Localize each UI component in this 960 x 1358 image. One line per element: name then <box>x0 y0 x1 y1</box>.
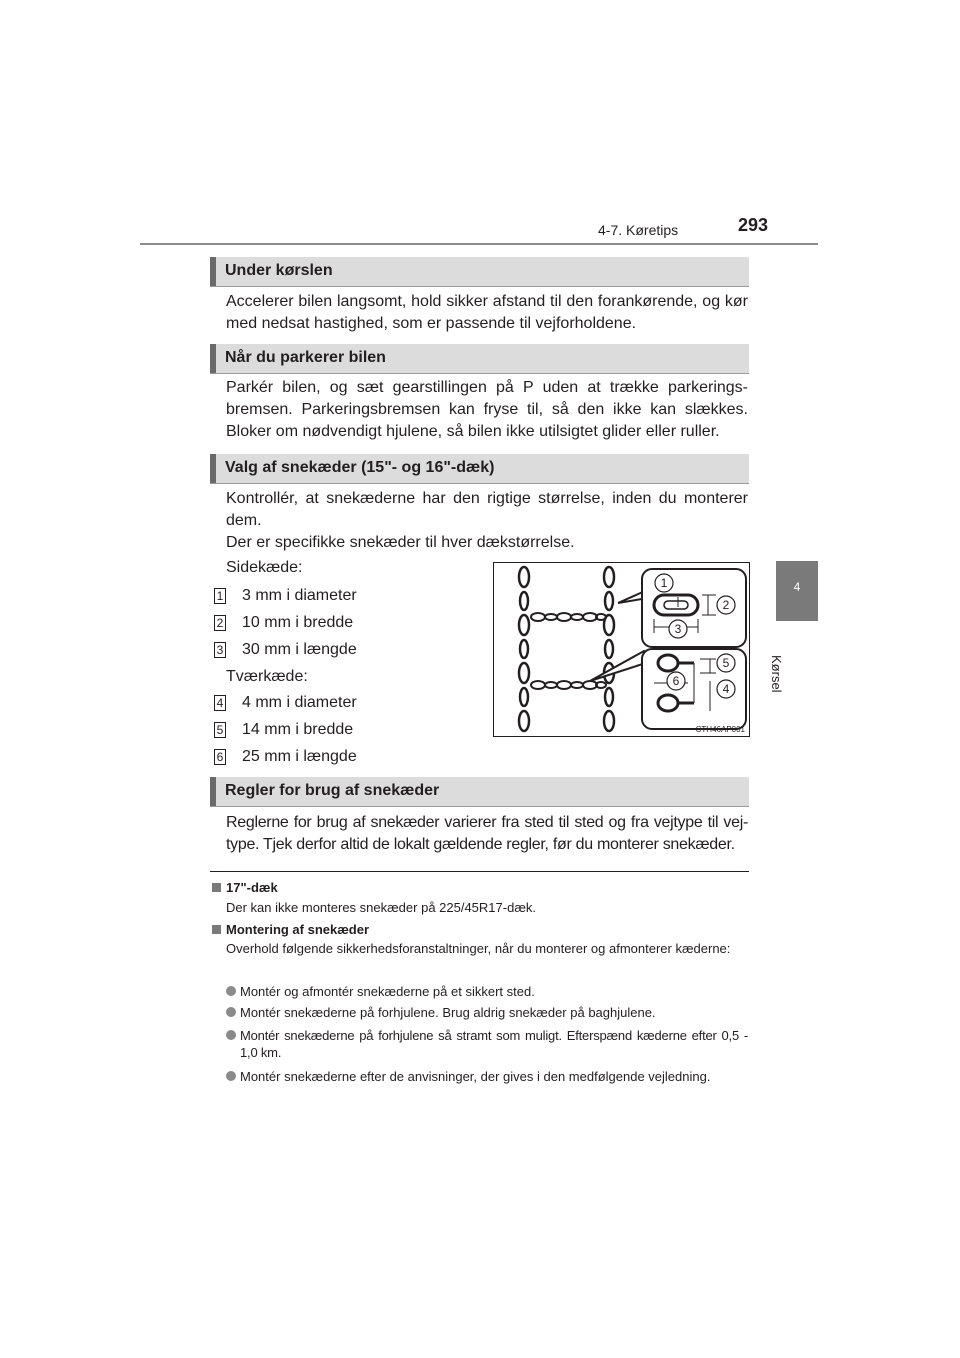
figure-code: CTH46AP001 <box>695 725 745 734</box>
driving-text: Accelerer bilen langsomt, hold sikker afstand til den forankørende, og kør med nedsat hastighed, som er passende til vejforholdene. <box>226 293 748 332</box>
callout-number-4: 4 <box>214 695 226 711</box>
side-chain-right <box>604 567 614 731</box>
callout-number-2: 2 <box>214 615 226 631</box>
chapter-number: 4 <box>793 580 801 594</box>
square-bullet-icon <box>212 925 221 934</box>
cross-chain-label: Tværkæde: <box>226 668 308 685</box>
section-heading-parking: Når du parkerer bilen <box>210 344 749 374</box>
note-heading-17-tire: 17"-dæk <box>212 880 278 895</box>
note-mounting-text: Overhold følgende sikkerhedsforanstaltninger, når du monterer og afmonterer kæderne: <box>226 941 731 956</box>
header-rule <box>140 243 818 245</box>
circle-bullet-icon <box>226 1007 236 1017</box>
circle-bullet-icon <box>226 1071 236 1081</box>
side-chain-left <box>519 567 529 731</box>
item-2-text: 10 mm i bredde <box>242 614 354 631</box>
section-heading-rules: Regler for brug af snekæder <box>210 777 749 807</box>
note-heading-mounting: Montering af snekæder <box>212 922 369 937</box>
snow-chain-illustration <box>494 563 749 736</box>
list-item: Montér snekæderne på forhjulene. Brug aldrig snekæder på baghjulene. <box>226 1004 748 1021</box>
item-3-text: 30 mm i længde <box>242 641 357 658</box>
section-heading-driving: Under kørslen <box>210 257 749 287</box>
item-1-text: 3 mm i diameter <box>242 587 357 604</box>
choice-text: Kontrollér, at snekæderne har den rigtige størrelse, inden du monterer dem. Der er specifikke snekæder til hver dækstørrelse. <box>226 490 748 551</box>
callout-number-5: 5 <box>214 722 226 738</box>
list-item: Montér snekæderne efter de anvisninger, der gives i den medfølgende vejledning. <box>226 1068 748 1085</box>
section-header: 4-7. Køretips <box>598 222 679 238</box>
figure-callout-4-label: 4 <box>722 682 730 696</box>
circle-bullet-icon <box>226 1030 236 1040</box>
square-bullet-icon <box>212 883 221 892</box>
list-item: Montér og afmontér snekæderne på et sikkert sted. <box>226 983 748 1000</box>
figure-callout-6-label: 6 <box>672 674 680 688</box>
item-5-text: 14 mm i bredde <box>242 721 354 738</box>
parking-text: Parkér bilen, og sæt gearstillingen på P uden at trække parkerings-bremsen. Parkeringsbremsen kan fryse til, så den ikke kan slækkes. Bloker om nødvendigt hjulene, så bilen ikke utilsigtet glider eller ruller. <box>226 379 748 440</box>
snow-chain-figure <box>493 562 750 737</box>
item-4-text: 4 mm i diameter <box>242 694 357 711</box>
callout-number-3: 3 <box>214 642 226 658</box>
figure-callout-5-label: 5 <box>722 656 730 670</box>
side-chain-label: Sidekæde: <box>226 559 303 576</box>
notes-divider <box>210 871 749 872</box>
figure-callout-3-label: 3 <box>674 622 682 636</box>
callout-number-6: 6 <box>214 749 226 765</box>
figure-callout-1-label: 1 <box>660 576 668 590</box>
item-6-text: 25 mm i længde <box>242 748 357 765</box>
callout-number-1: 1 <box>214 588 226 604</box>
list-item: Montér snekæderne på forhjulene så stramt som muligt. Efterspænd kæderne efter 0,5 - 1,0 km. <box>226 1027 748 1061</box>
cross-chain-top <box>531 613 606 621</box>
section-heading-choice: Valg af snekæder (15"- og 16"-dæk) <box>210 454 749 484</box>
rules-text: Reglerne for brug af snekæder varierer fra sted til sted og fra vejtype til vej-type. Tjek derfor altid de lokalt gældende regler, før du monterer snekæder. <box>226 814 748 853</box>
page-number: 293 <box>738 215 769 235</box>
chapter-label: Kørsel <box>769 655 784 693</box>
figure-callout-2-label: 2 <box>722 598 730 612</box>
circle-bullet-icon <box>226 986 236 996</box>
cross-chain-bottom <box>531 681 606 689</box>
note-17-tire-text: Der kan ikke monteres snekæder på 225/45R17-dæk. <box>226 900 536 915</box>
